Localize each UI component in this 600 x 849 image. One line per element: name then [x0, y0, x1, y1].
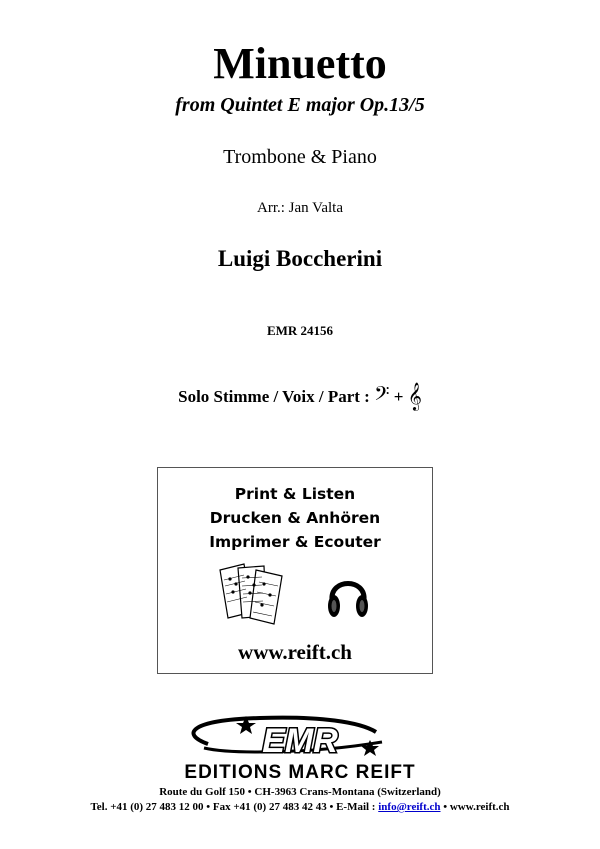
logo-publisher-name: EDITIONS MARC REIFT [184, 762, 416, 783]
email-link[interactable]: info@reift.ch [378, 801, 441, 813]
arranger: Arr.: Jan Valta [257, 200, 343, 216]
emr-logo [150, 712, 450, 784]
promo-line-german: Drucken & Anhören [209, 509, 381, 527]
treble-clef-icon: 𝄞 [407, 382, 422, 410]
promo-url[interactable]: www.reift.ch [238, 640, 352, 664]
promo-line-french: Imprimer & Ecouter [209, 533, 381, 551]
contact-website[interactable]: • www.reift.ch [440, 801, 510, 813]
plus-sign: + [393, 387, 404, 406]
sheet-music-icon [216, 560, 290, 626]
print-listen-box [157, 467, 433, 674]
instrumentation: Trombone & Piano [223, 146, 377, 168]
bass-clef-icon: 𝄢 [374, 382, 390, 410]
publisher-contact [0, 801, 600, 813]
composer: Luigi Boccherini [217, 246, 383, 271]
subtitle: from Quintet E major Op.13/5 [175, 94, 425, 116]
catalog-number: EMR 24156 [266, 323, 334, 338]
title: Minuetto [213, 39, 387, 88]
promo-text [158, 482, 432, 554]
part-line [0, 382, 600, 410]
publisher-address: Route du Golf 150 • CH-3963 Crans-Montana (Switzerland) [159, 786, 441, 798]
contact-phone-fax: Tel. +41 (0) 27 483 12 00 • Fax +41 (0) 27 483 42 43 • E-Mail : [90, 801, 379, 813]
part-label: Solo Stimme / Voix / Part : [178, 387, 370, 406]
promo-line-english: Print & Listen [234, 485, 356, 503]
logo-emr-text: EMR [262, 722, 338, 760]
headphones-icon [326, 568, 370, 624]
